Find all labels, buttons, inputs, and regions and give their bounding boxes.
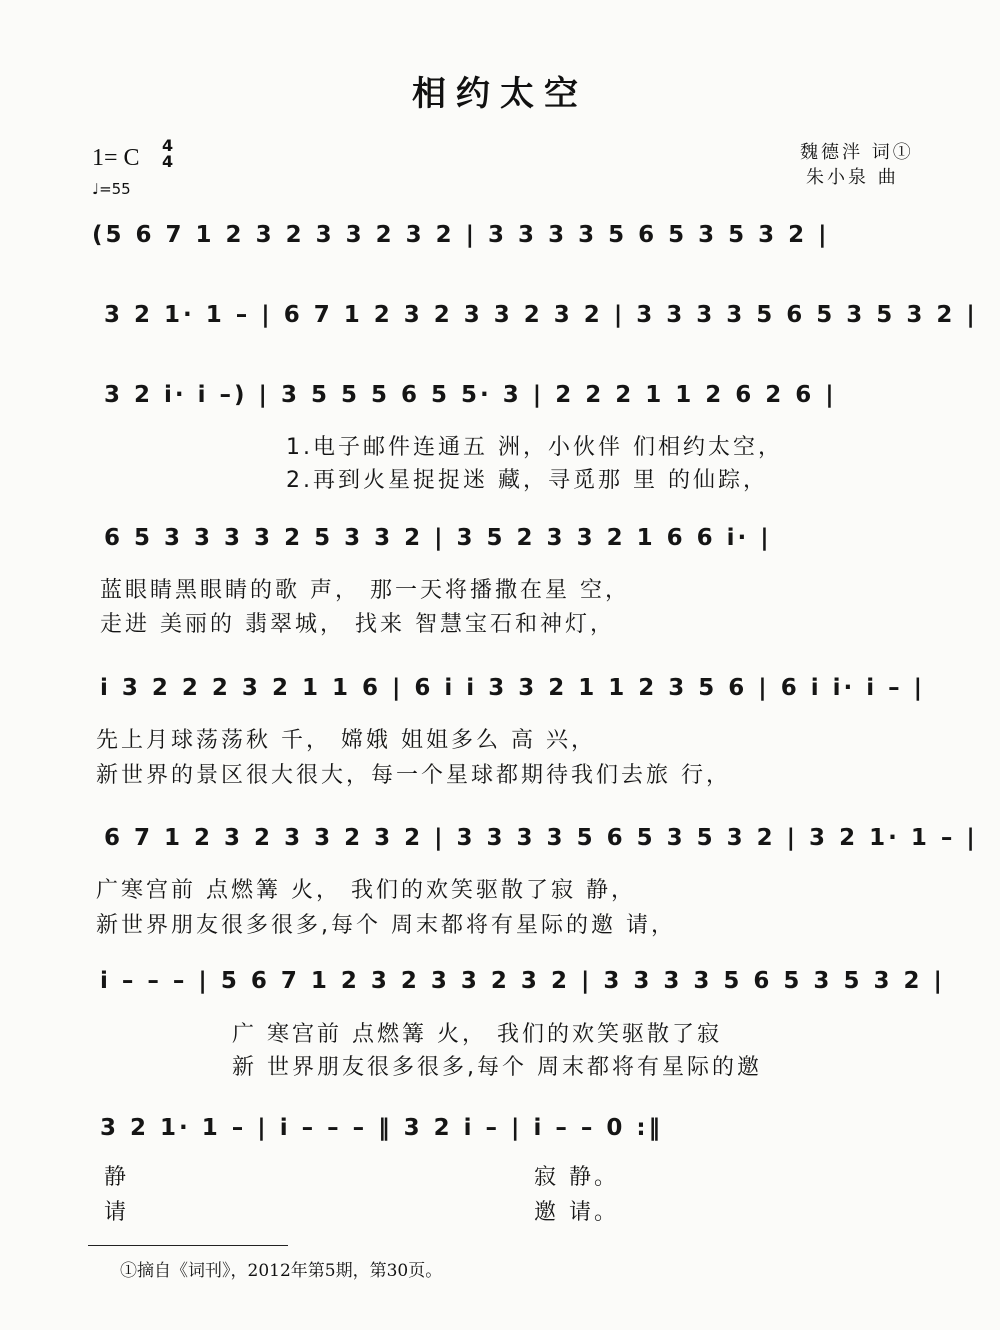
- lyric-verse-2: 2.再到火星捉捉迷 藏，寻觅那 里 的仙踪，: [286, 468, 768, 493]
- footnote: ①摘自《词刊》，2012年第5期，第30页。: [120, 1261, 443, 1281]
- lyric-verse-1: 蓝眼睛黑眼睛的歌 声， 那一天将播撒在星 空，: [100, 578, 630, 603]
- key-signature: 1= C: [92, 145, 140, 171]
- score-line: i – – – | 5 6 7 1 2 3 2 3 3 2 3 2 | 3 3 3 3 5 6 5 3 5 3 2 |: [100, 968, 945, 994]
- lyric-verse-1: 先上月球荡荡秋 千， 嫦娥 姐姐多么 高 兴，: [96, 728, 596, 753]
- lyric-verse-2: 新世界的景区很大很大，每一个星球都期待我们去旅 行，: [96, 763, 731, 788]
- tempo-marking: ♩=55: [92, 180, 131, 198]
- score-line: 3 2 1· 1 – | i – – – ‖ 3 2 i – | i – – 0 :‖: [100, 1115, 664, 1141]
- score-line: 3 2 1· 1 – | 6 7 1 2 3 2 3 3 2 3 2 | 3 3 3 3 5 6 5 3 5 3 2 |: [104, 302, 978, 328]
- score-line: (5 6 7 1 2 3 2 3 3 2 3 2 | 3 3 3 3 5 6 5 3 5 3 2 |: [92, 222, 830, 248]
- lyric-verse-1: 广寒宫前 点燃篝 火， 我们的欢笑驱散了寂 静，: [96, 878, 636, 903]
- lyric-verse-1: 1.电子邮件连通五 洲，小伙伴 们相约太空，: [286, 435, 783, 460]
- lyric-verse-1: 广 寒宫前 点燃篝 火， 我们的欢笑驱散了寂: [232, 1022, 722, 1047]
- time-signature-bottom: 4: [162, 152, 174, 171]
- lyric-verse-2: 新世界朋友很多很多,每个 周末都将有星际的邀 请，: [96, 913, 676, 938]
- score-line: i 3 2 2 2 3 2 1 1 6 | 6 i i 3 3 2 1 1 2 3 5 6 | 6 i i· i – |: [100, 675, 926, 701]
- composer-credit: 朱小泉 曲: [806, 167, 899, 188]
- score-line: 6 5 3 3 3 3 2 5 3 3 2 | 3 5 2 3 3 2 1 6 6 i· |: [104, 525, 772, 551]
- lyric-verse-2-end: 邀 请。: [534, 1200, 619, 1225]
- lyric-verse-2: 新 世界朋友很多很多,每个 周末都将有星际的邀: [232, 1055, 762, 1080]
- footnote-rule: [88, 1245, 288, 1246]
- song-title: 相约太空: [412, 74, 588, 114]
- lyric-verse-1-end: 寂 静。: [534, 1165, 619, 1190]
- lyricist-credit: 魏德泮 词①: [800, 142, 914, 163]
- score-line: 6 7 1 2 3 2 3 3 2 3 2 | 3 3 3 3 5 6 5 3 5 3 2 | 3 2 1· 1 – |: [104, 825, 978, 851]
- time-signature: [162, 138, 173, 170]
- lyric-verse-2: 请: [104, 1200, 130, 1225]
- lyric-verse-1: 静: [104, 1165, 130, 1190]
- score-line: 3 2 i· i –) | 3 5 5 5 6 5 5· 3 | 2 2 2 1 1 2 6 2 6 |: [104, 382, 837, 408]
- time-signature-top: 4: [162, 136, 174, 155]
- lyric-verse-2: 走进 美丽的 翡翠城， 找来 智慧宝石和神灯，: [100, 612, 615, 637]
